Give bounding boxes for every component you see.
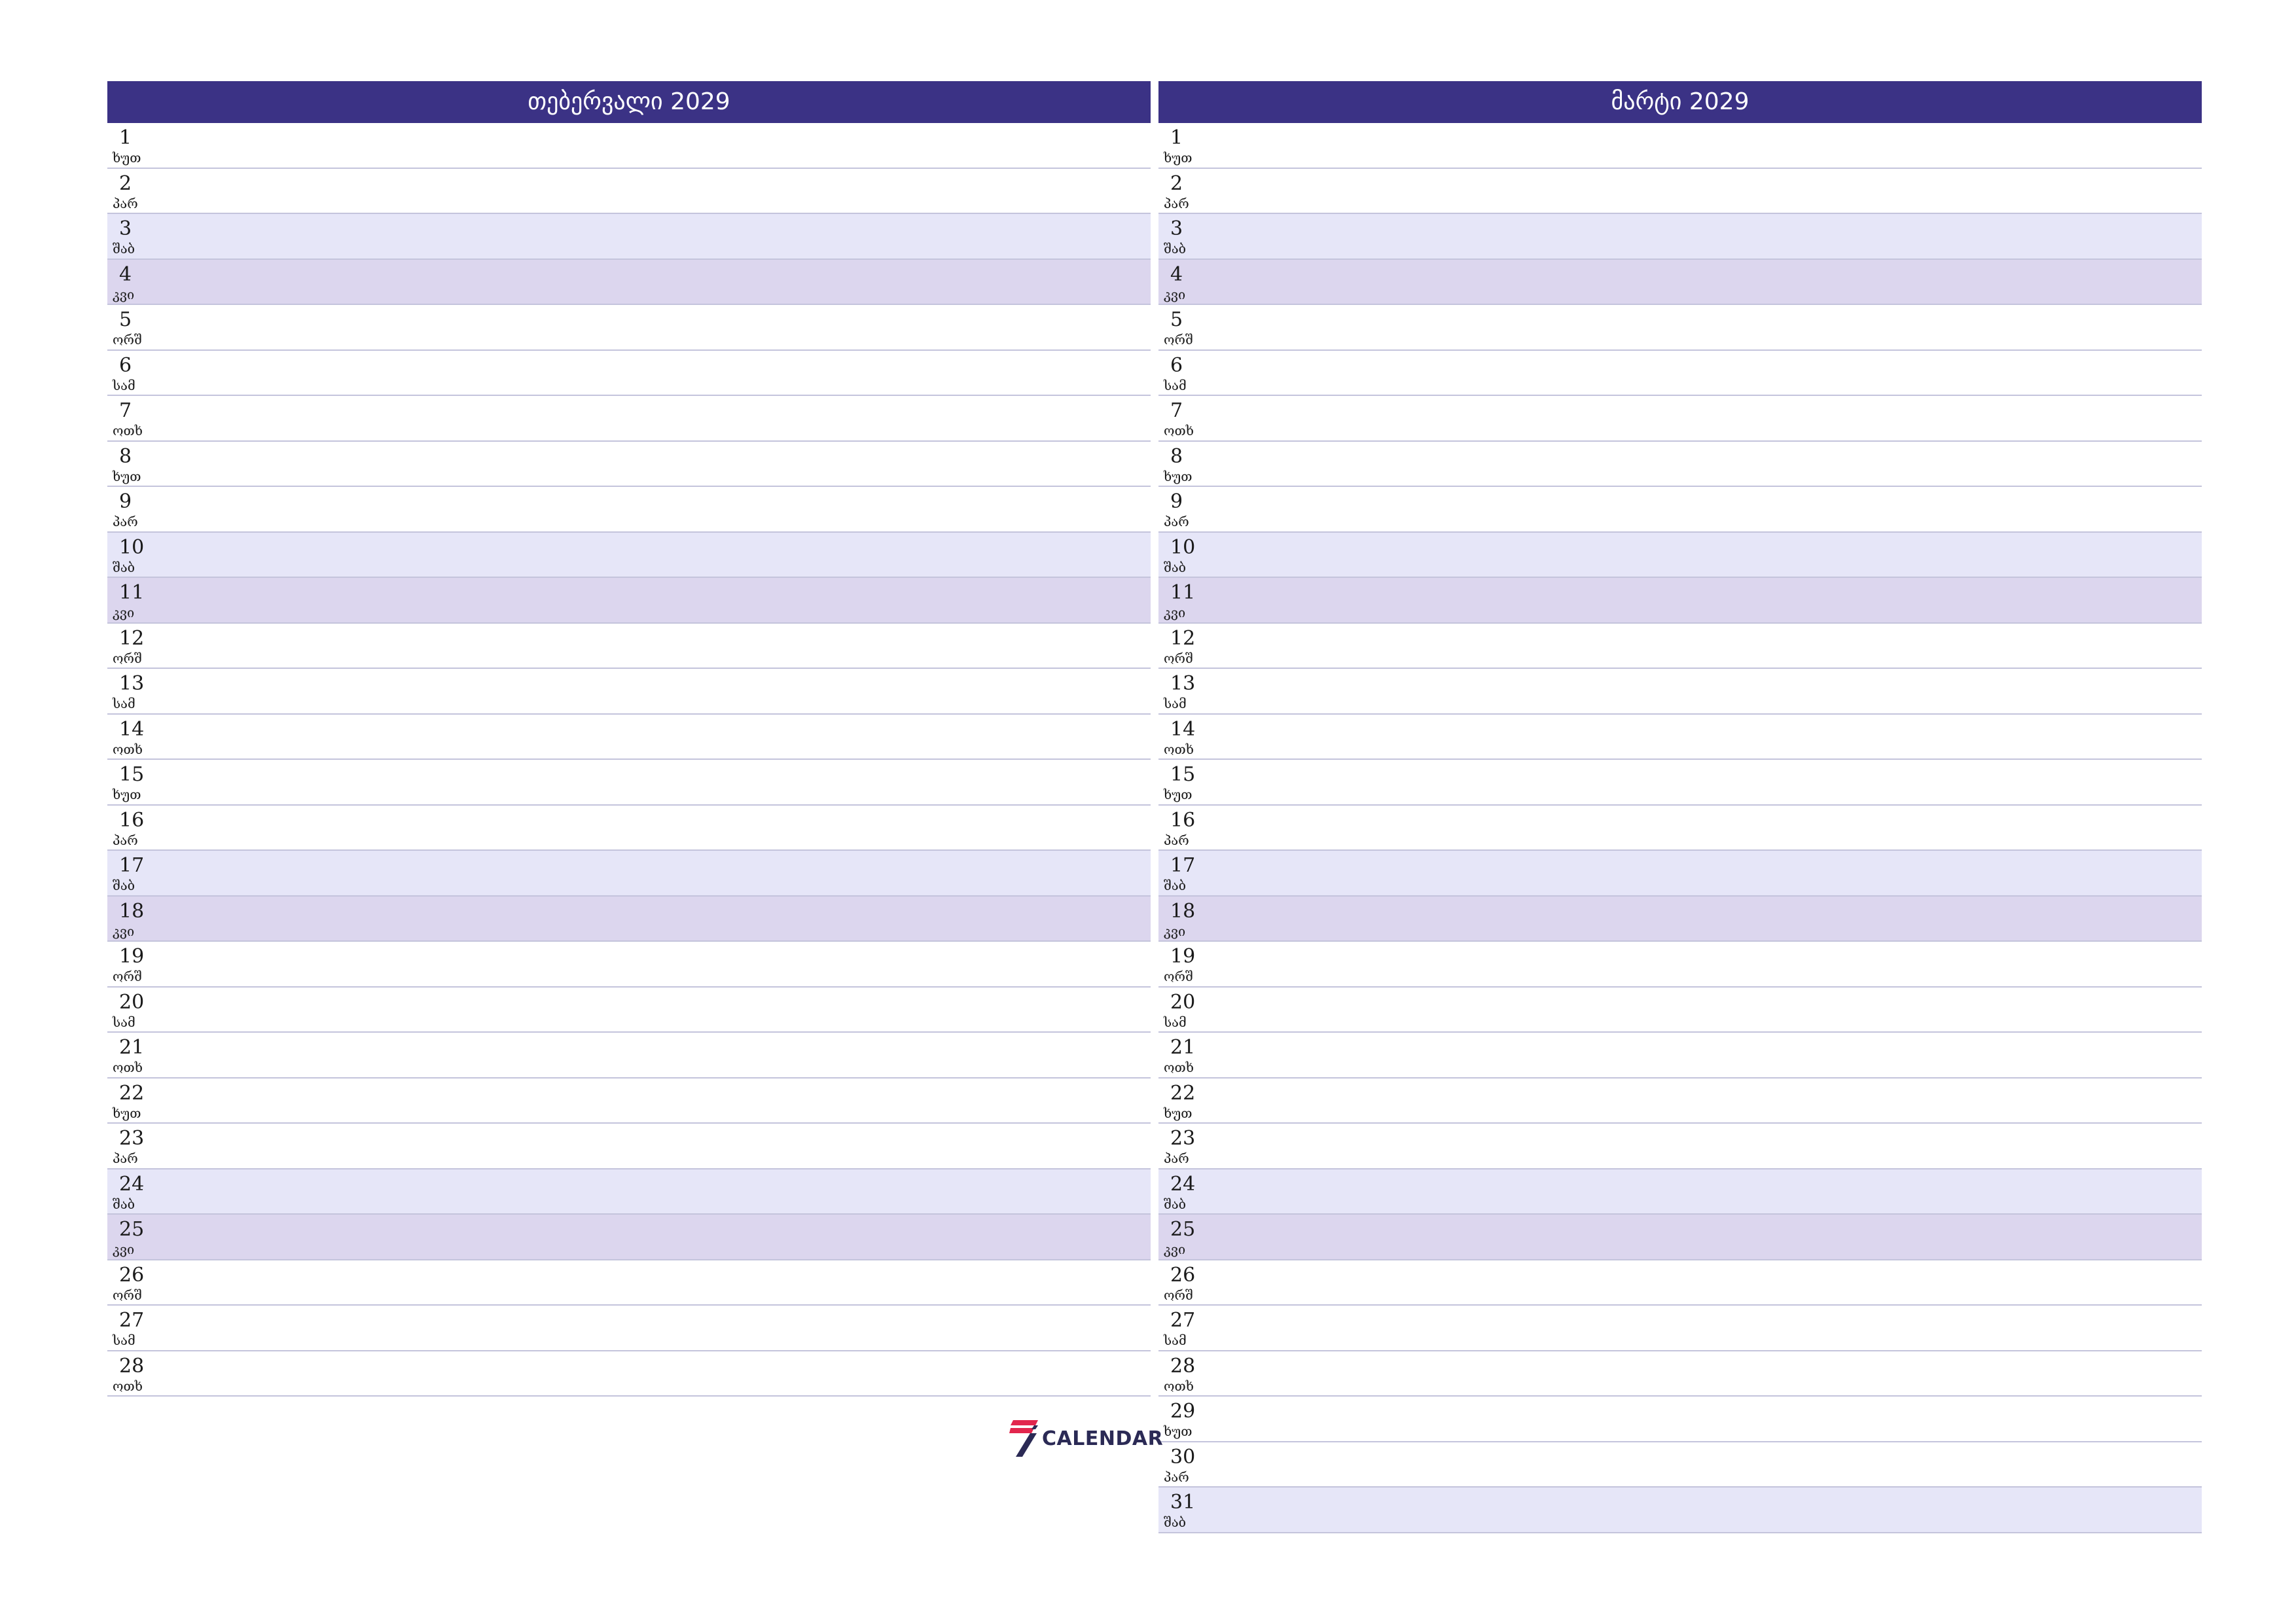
day-number: 16 xyxy=(1170,808,1196,832)
day-number: 11 xyxy=(1170,581,1196,604)
day-row xyxy=(107,1215,1151,1260)
day-row xyxy=(1158,988,2202,1033)
day-row xyxy=(1158,760,2202,806)
weekday-name: ორშ xyxy=(1164,332,1193,348)
day-row xyxy=(1158,1260,2202,1306)
day-number: 27 xyxy=(1170,1309,1196,1332)
weekday-name: ორშ xyxy=(113,332,142,348)
day-row xyxy=(107,487,1151,533)
day-number: 18 xyxy=(119,899,145,923)
weekday-name: კვი xyxy=(1164,923,1186,939)
day-row xyxy=(1158,351,2202,397)
weekday-name: კვი xyxy=(113,286,135,302)
day-row xyxy=(107,1033,1151,1079)
weekday-name: ხუთ xyxy=(113,1105,141,1121)
logo-text: CALENDAR xyxy=(1042,1427,1164,1450)
day-row xyxy=(107,1079,1151,1124)
weekday-name: კვი xyxy=(113,1241,135,1257)
day-row xyxy=(107,442,1151,488)
day-row xyxy=(1158,1306,2202,1351)
month-title: მარტი 2029 xyxy=(1158,81,2202,123)
day-number: 24 xyxy=(119,1172,145,1196)
weekday-name: შაბ xyxy=(113,241,135,257)
day-number: 20 xyxy=(119,990,145,1014)
day-list xyxy=(107,123,1151,1397)
calendar-logo xyxy=(1009,1420,1163,1457)
day-row xyxy=(1158,578,2202,624)
day-number: 22 xyxy=(119,1081,145,1105)
day-number: 28 xyxy=(119,1354,145,1378)
day-number: 23 xyxy=(1170,1127,1196,1150)
weekday-name: შაბ xyxy=(113,878,135,893)
day-number: 10 xyxy=(1170,535,1196,559)
weekday-name: შაბ xyxy=(1164,559,1187,575)
weekday-name: ხუთ xyxy=(1164,1423,1193,1439)
day-number: 5 xyxy=(1170,308,1183,331)
day-row xyxy=(1158,1169,2202,1215)
day-row xyxy=(1158,851,2202,897)
day-number: 22 xyxy=(1170,1081,1196,1105)
weekday-name: ორშ xyxy=(1164,650,1193,666)
day-number: 17 xyxy=(119,854,145,877)
day-number: 4 xyxy=(1170,262,1183,286)
weekday-name: პარ xyxy=(113,514,138,529)
day-row xyxy=(107,1260,1151,1306)
weekday-name: ორშ xyxy=(113,1287,142,1303)
day-row xyxy=(107,851,1151,897)
day-number: 19 xyxy=(1170,945,1196,968)
day-number: 16 xyxy=(119,808,145,832)
weekday-name: სამ xyxy=(113,696,135,711)
weekday-name: ხუთ xyxy=(113,150,141,166)
day-row xyxy=(1158,1079,2202,1124)
day-number: 1 xyxy=(119,126,132,149)
day-number: 29 xyxy=(1170,1400,1196,1423)
weekday-name: ოთხ xyxy=(113,1060,143,1075)
day-number: 25 xyxy=(119,1218,145,1241)
weekday-name: სამ xyxy=(1164,696,1187,711)
day-number: 8 xyxy=(1170,444,1183,468)
day-row xyxy=(107,942,1151,988)
day-row xyxy=(107,533,1151,579)
day-number: 19 xyxy=(119,945,145,968)
weekday-name: ორშ xyxy=(113,969,142,984)
weekday-name: შაბ xyxy=(113,1196,135,1212)
day-row xyxy=(1158,806,2202,851)
day-row xyxy=(1158,669,2202,715)
weekday-name: პარ xyxy=(1164,1469,1189,1485)
day-row xyxy=(107,169,1151,215)
day-row xyxy=(107,669,1151,715)
month-february xyxy=(107,81,1151,1397)
day-number: 13 xyxy=(1170,672,1196,695)
day-number: 13 xyxy=(119,672,145,695)
weekday-name: ხუთ xyxy=(1164,1105,1193,1121)
day-row xyxy=(107,305,1151,351)
day-number: 7 xyxy=(119,399,132,422)
day-row xyxy=(1158,214,2202,260)
day-number: 27 xyxy=(119,1309,145,1332)
weekday-name: ორშ xyxy=(113,650,142,666)
day-number: 10 xyxy=(119,535,145,559)
weekday-name: შაბ xyxy=(1164,878,1187,893)
weekday-name: პარ xyxy=(1164,832,1189,848)
day-number: 17 xyxy=(1170,854,1196,877)
day-row xyxy=(1158,260,2202,306)
weekday-name: ორშ xyxy=(1164,969,1193,984)
day-row xyxy=(107,1124,1151,1169)
day-row xyxy=(1158,1215,2202,1260)
day-row xyxy=(107,806,1151,851)
weekday-name: ხუთ xyxy=(113,787,141,802)
day-row xyxy=(107,715,1151,760)
day-number: 26 xyxy=(119,1263,145,1287)
weekday-name: სამ xyxy=(1164,1332,1187,1348)
day-row xyxy=(1158,624,2202,669)
weekday-name: ოთხ xyxy=(1164,741,1194,757)
weekday-name: ხუთ xyxy=(113,468,141,484)
day-row xyxy=(1158,897,2202,942)
weekday-name: ოთხ xyxy=(113,423,143,438)
weekday-name: ხუთ xyxy=(1164,787,1193,802)
day-list xyxy=(1158,123,2202,1533)
weekday-name: პარ xyxy=(1164,514,1189,529)
day-row xyxy=(107,760,1151,806)
weekday-name: შაბ xyxy=(1164,241,1187,257)
day-number: 21 xyxy=(119,1036,145,1059)
day-number: 20 xyxy=(1170,990,1196,1014)
day-row xyxy=(1158,1488,2202,1533)
day-row xyxy=(107,351,1151,397)
day-number: 11 xyxy=(119,581,145,604)
day-number: 14 xyxy=(1170,717,1196,741)
day-number: 25 xyxy=(1170,1218,1196,1241)
weekday-name: ოთხ xyxy=(113,741,143,757)
day-number: 15 xyxy=(1170,763,1196,786)
day-row xyxy=(107,1169,1151,1215)
weekday-name: სამ xyxy=(1164,377,1187,393)
day-number: 23 xyxy=(119,1127,145,1150)
weekday-name: შაბ xyxy=(1164,1196,1187,1212)
day-number: 18 xyxy=(1170,899,1196,923)
day-number: 5 xyxy=(119,308,132,331)
day-row xyxy=(1158,487,2202,533)
day-row xyxy=(1158,1033,2202,1079)
weekday-name: შაბ xyxy=(1164,1514,1187,1530)
weekday-name: კვი xyxy=(1164,286,1186,302)
weekday-name: ოთხ xyxy=(113,1378,143,1394)
day-number: 15 xyxy=(119,763,145,786)
day-number: 31 xyxy=(1170,1491,1196,1514)
day-number: 8 xyxy=(119,444,132,468)
day-number: 30 xyxy=(1170,1445,1196,1469)
day-number: 3 xyxy=(119,217,132,240)
day-row xyxy=(1158,169,2202,215)
day-row xyxy=(107,1306,1151,1351)
day-row xyxy=(107,214,1151,260)
day-number: 6 xyxy=(1170,353,1183,377)
day-row xyxy=(107,260,1151,306)
weekday-name: ხუთ xyxy=(1164,150,1193,166)
day-row xyxy=(1158,942,2202,988)
day-row xyxy=(107,897,1151,942)
weekday-name: პარ xyxy=(113,832,138,848)
day-row xyxy=(1158,123,2202,169)
day-number: 2 xyxy=(1170,171,1183,195)
weekday-name: ოთხ xyxy=(1164,1060,1194,1075)
weekday-name: კვი xyxy=(113,923,135,939)
day-number: 7 xyxy=(1170,399,1183,422)
day-row xyxy=(107,1351,1151,1397)
day-row xyxy=(107,396,1151,442)
day-number: 28 xyxy=(1170,1354,1196,1378)
day-number: 9 xyxy=(1170,490,1183,513)
day-number: 26 xyxy=(1170,1263,1196,1287)
day-number: 3 xyxy=(1170,217,1183,240)
weekday-name: პარ xyxy=(1164,195,1189,211)
day-number: 1 xyxy=(1170,126,1183,149)
weekday-name: სამ xyxy=(113,377,135,393)
day-row xyxy=(1158,533,2202,579)
month-title: თებერვალი 2029 xyxy=(107,81,1151,123)
day-number: 14 xyxy=(119,717,145,741)
day-number: 12 xyxy=(1170,626,1196,650)
day-number: 6 xyxy=(119,353,132,377)
day-row xyxy=(107,624,1151,669)
seven-logo-icon xyxy=(1009,1420,1038,1457)
day-row xyxy=(1158,1397,2202,1442)
weekday-name: სამ xyxy=(113,1332,135,1348)
day-number: 2 xyxy=(119,171,132,195)
day-row xyxy=(107,123,1151,169)
day-row xyxy=(107,578,1151,624)
day-row xyxy=(107,988,1151,1033)
day-row xyxy=(1158,305,2202,351)
day-number: 24 xyxy=(1170,1172,1196,1196)
weekday-name: შაბ xyxy=(113,559,135,575)
day-number: 9 xyxy=(119,490,132,513)
day-number: 12 xyxy=(119,626,145,650)
month-march xyxy=(1158,81,2202,1533)
day-row xyxy=(1158,442,2202,488)
weekday-name: ოთხ xyxy=(1164,1378,1194,1394)
weekday-name: პარ xyxy=(113,195,138,211)
day-number: 21 xyxy=(1170,1036,1196,1059)
day-number: 4 xyxy=(119,262,132,286)
day-row xyxy=(1158,715,2202,760)
day-row xyxy=(1158,396,2202,442)
weekday-name: პარ xyxy=(113,1150,138,1166)
weekday-name: კვი xyxy=(1164,1241,1186,1257)
day-row xyxy=(1158,1124,2202,1169)
weekday-name: პარ xyxy=(1164,1150,1189,1166)
weekday-name: სამ xyxy=(1164,1014,1187,1030)
day-row xyxy=(1158,1351,2202,1397)
weekday-name: ხუთ xyxy=(1164,468,1193,484)
weekday-name: კვი xyxy=(1164,605,1186,620)
weekday-name: სამ xyxy=(113,1014,135,1030)
weekday-name: ორშ xyxy=(1164,1287,1193,1303)
weekday-name: ოთხ xyxy=(1164,423,1194,438)
weekday-name: კვი xyxy=(113,605,135,620)
day-row xyxy=(1158,1442,2202,1488)
